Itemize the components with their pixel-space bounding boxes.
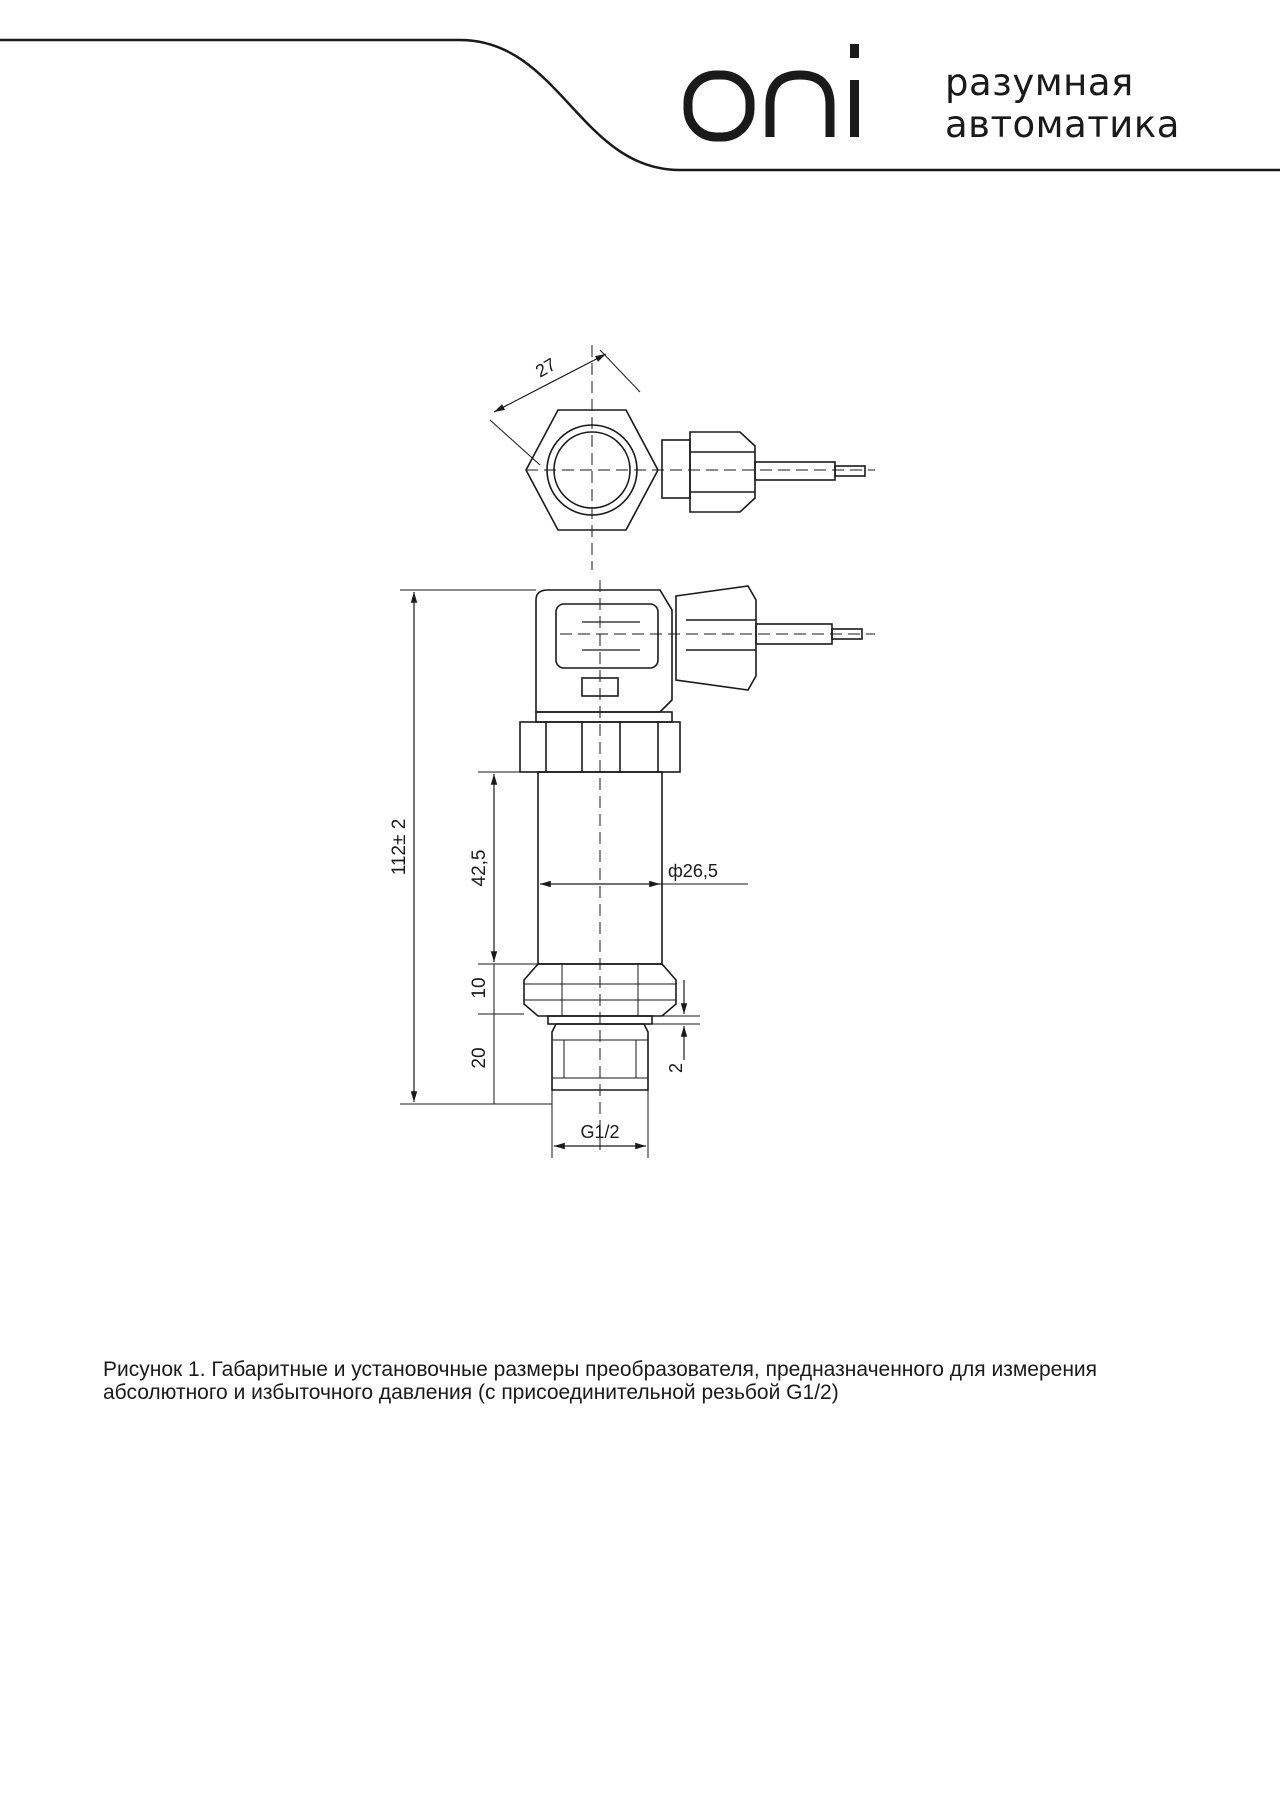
dim-body-length: 42,5 <box>469 849 490 887</box>
dim-total-height: 112± 2 <box>389 818 410 876</box>
top-view <box>490 345 875 570</box>
dim-chamfer: 2 <box>666 1062 686 1074</box>
caption-line-2: абсолютного и избыточного давления (с присоединительной резьбой G1/2) <box>103 1381 839 1404</box>
dim-hex-height: 10 <box>469 977 490 999</box>
dim-thread: G1/2 <box>580 1122 620 1142</box>
figure-caption <box>103 1358 1203 1404</box>
caption-line-1: Рисунок 1. Габаритные и установочные размеры преобразователя, предназначенного для измерения <box>103 1358 1098 1381</box>
dim-diameter: ф26,5 <box>668 861 718 881</box>
dim-hex-width: 27 <box>532 354 560 382</box>
dim-thread-length: 20 <box>469 1047 490 1069</box>
tagline-line-1: разумная <box>945 61 1134 104</box>
tagline-line-2: автоматика <box>945 103 1180 146</box>
